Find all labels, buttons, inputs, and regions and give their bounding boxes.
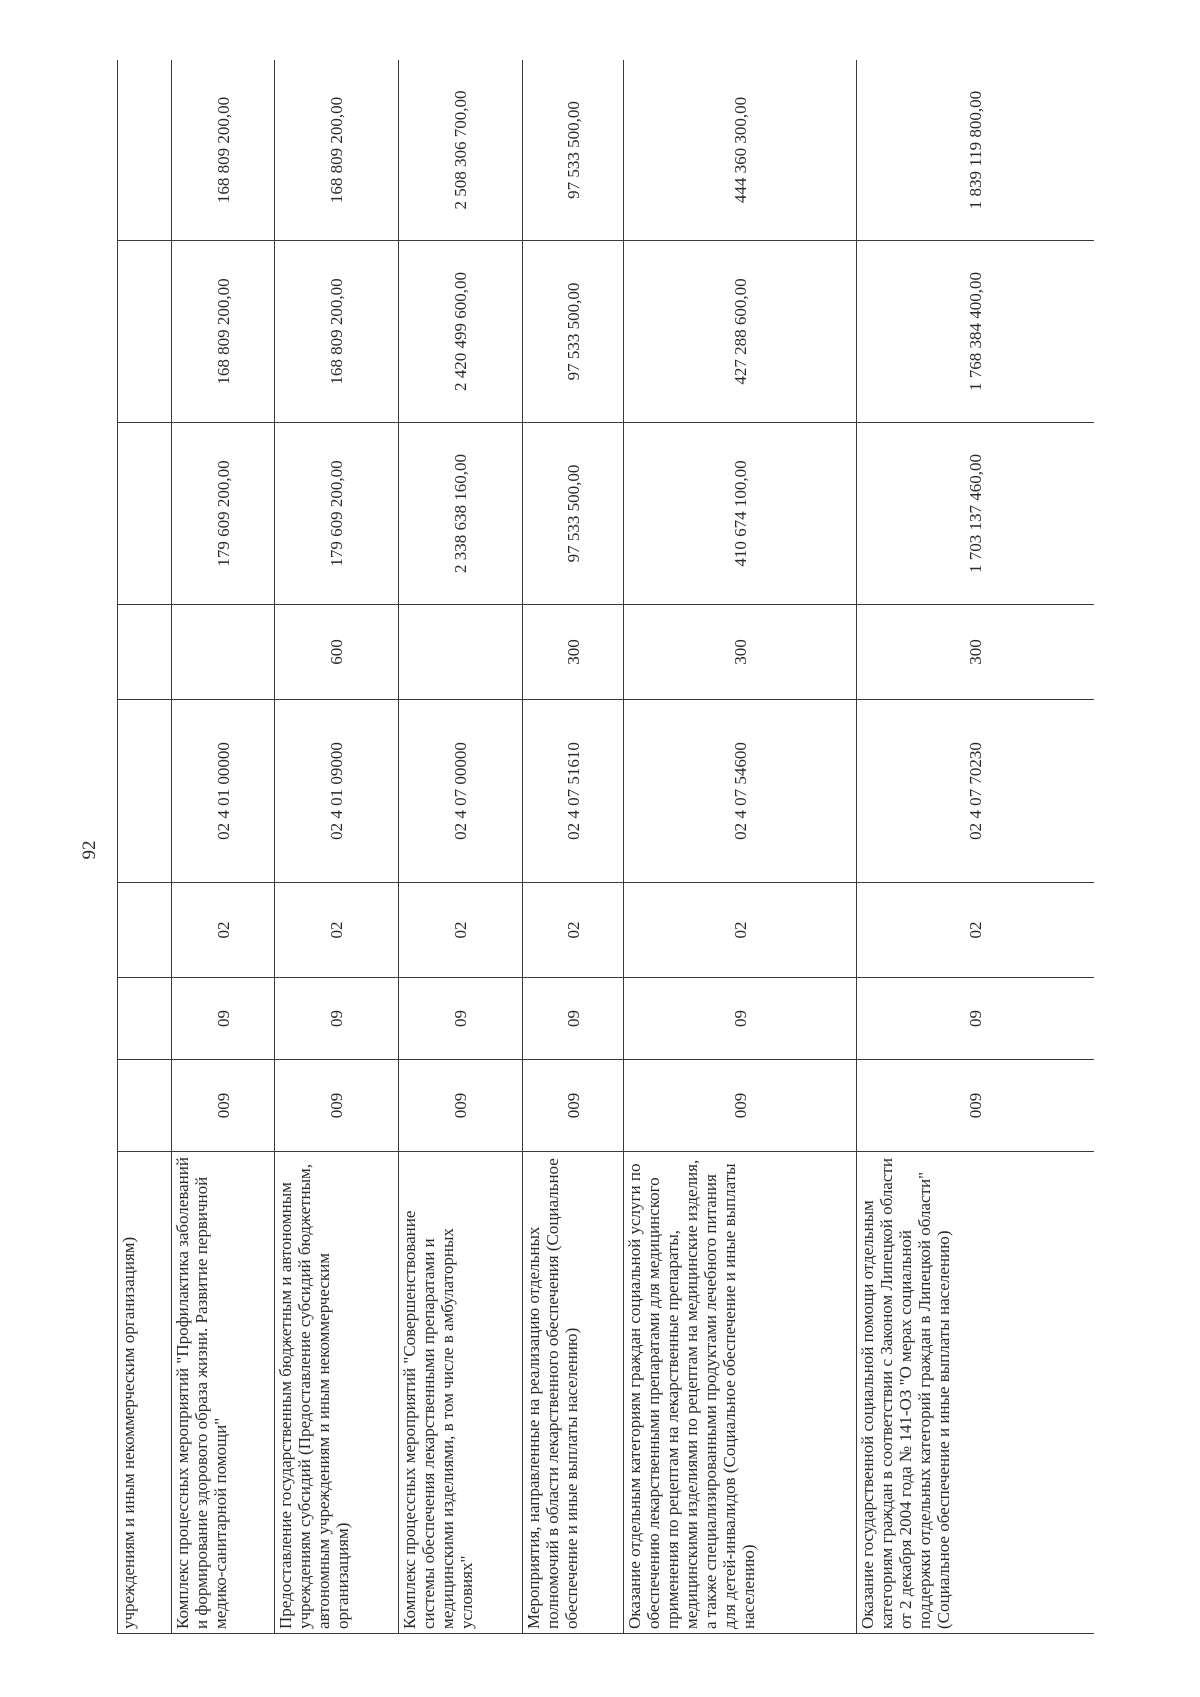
table-row [857, 60, 1095, 1634]
expense-kind-code [118, 605, 172, 700]
subsection-code: 02 [624, 883, 857, 978]
target-article-code: 02 4 07 70230 [857, 700, 1095, 883]
amount-2024 [118, 423, 172, 605]
amount-2025: 427 288 600,00 [624, 241, 857, 423]
amount-2024: 179 609 200,00 [275, 423, 399, 605]
row-name: Оказание отдельным категориям граждан социальной услуги по обеспечению лекарственными препаратами для медицинского применения по рецептам на лекарственные препараты, медицинскими изделиями по рецептам на медицинские изделия, а также специализированными продуктами лечебного питания для детей-инвалидов (Социальное обеспечение и иные выплаты населению) [624, 1152, 857, 1634]
amount-2025 [118, 241, 172, 423]
table-row [172, 60, 275, 1634]
admin-code: 009 [172, 1060, 275, 1152]
amount-2024: 410 674 100,00 [624, 423, 857, 605]
admin-code [118, 1060, 172, 1152]
page-number: 92 [79, 840, 100, 860]
subsection-code: 02 [275, 883, 399, 978]
amount-2025: 1 768 384 400,00 [857, 241, 1095, 423]
expense-kind-code: 300 [624, 605, 857, 700]
target-article-code: 02 4 07 00000 [399, 700, 523, 883]
section-code: 09 [523, 978, 624, 1060]
admin-code: 009 [275, 1060, 399, 1152]
section-code: 09 [624, 978, 857, 1060]
subsection-code [118, 883, 172, 978]
table-row [399, 60, 523, 1634]
target-article-code [118, 700, 172, 883]
subsection-code: 02 [399, 883, 523, 978]
amount-2024: 1 703 137 460,00 [857, 423, 1095, 605]
admin-code: 009 [523, 1060, 624, 1152]
amount-2025: 97 533 500,00 [523, 241, 624, 423]
row-name: Комплекс процессных мероприятий "Профилактика заболеваний и формирование здорового образа жизни. Развитие первичной медико-санитарной помощи" [172, 1152, 275, 1634]
row-name: Предоставление государственным бюджетным и автономным учреждениям субсидий (Предоставление субсидий бюджетным, автономным учреждениям и иным некоммерческим организациям) [275, 1152, 399, 1634]
rotated-table-area [117, 60, 1094, 1634]
target-article-code: 02 4 01 09000 [275, 700, 399, 883]
section-code [118, 978, 172, 1060]
amount-2026: 97 533 500,00 [523, 60, 624, 241]
amount-2025: 168 809 200,00 [172, 241, 275, 423]
expense-kind-code: 300 [523, 605, 624, 700]
table-row [624, 60, 857, 1634]
amount-2024: 2 338 638 160,00 [399, 423, 523, 605]
expense-kind-code: 600 [275, 605, 399, 700]
expense-kind-code [399, 605, 523, 700]
amount-2026 [118, 60, 172, 241]
row-name: Мероприятия, направленные на реализацию отдельных полномочий в области лекарственного обеспечения (Социальное обеспечение и иные выплаты населению) [523, 1152, 624, 1634]
amount-2026: 168 809 200,00 [172, 60, 275, 241]
section-code: 09 [172, 978, 275, 1060]
subsection-code: 02 [172, 883, 275, 978]
rotated-table-container [117, 60, 1094, 1634]
amount-2026: 168 809 200,00 [275, 60, 399, 241]
section-code: 09 [399, 978, 523, 1060]
amount-2025: 168 809 200,00 [275, 241, 399, 423]
admin-code: 009 [399, 1060, 523, 1152]
amount-2026: 1 839 119 800,00 [857, 60, 1095, 241]
subsection-code: 02 [857, 883, 1095, 978]
row-name: Комплекс процессных мероприятий "Совершенствование системы обеспечения лекарственными препаратами и медицинскими изделиями, в том числе в амбулаторных условиях" [399, 1152, 523, 1634]
expense-kind-code [172, 605, 275, 700]
section-code: 09 [857, 978, 1095, 1060]
amount-2025: 2 420 499 600,00 [399, 241, 523, 423]
target-article-code: 02 4 07 51610 [523, 700, 624, 883]
table-row [523, 60, 624, 1634]
row-name: Оказание государственной социальной помощи отдельным категориям граждан в соответствии с Законом Липецкой области от 2 декабря 2004 года № 141-ОЗ "О мерах социальной поддержки отдельных категорий граждан в Липецкой области" (Социальное обеспечение и иные выплаты населению) [857, 1152, 1095, 1634]
admin-code: 009 [624, 1060, 857, 1152]
amount-2024: 97 533 500,00 [523, 423, 624, 605]
target-article-code: 02 4 07 54600 [624, 700, 857, 883]
subsection-code: 02 [523, 883, 624, 978]
budget-table [117, 60, 1094, 1634]
amount-2026: 444 360 300,00 [624, 60, 857, 241]
row-name: учреждениям и иным некоммерческим организациям) [118, 1152, 172, 1634]
amount-2024: 179 609 200,00 [172, 423, 275, 605]
section-code: 09 [275, 978, 399, 1060]
table-row [275, 60, 399, 1634]
table-row [118, 60, 172, 1634]
admin-code: 009 [857, 1060, 1095, 1152]
expense-kind-code: 300 [857, 605, 1095, 700]
amount-2026: 2 508 306 700,00 [399, 60, 523, 241]
target-article-code: 02 4 01 00000 [172, 700, 275, 883]
